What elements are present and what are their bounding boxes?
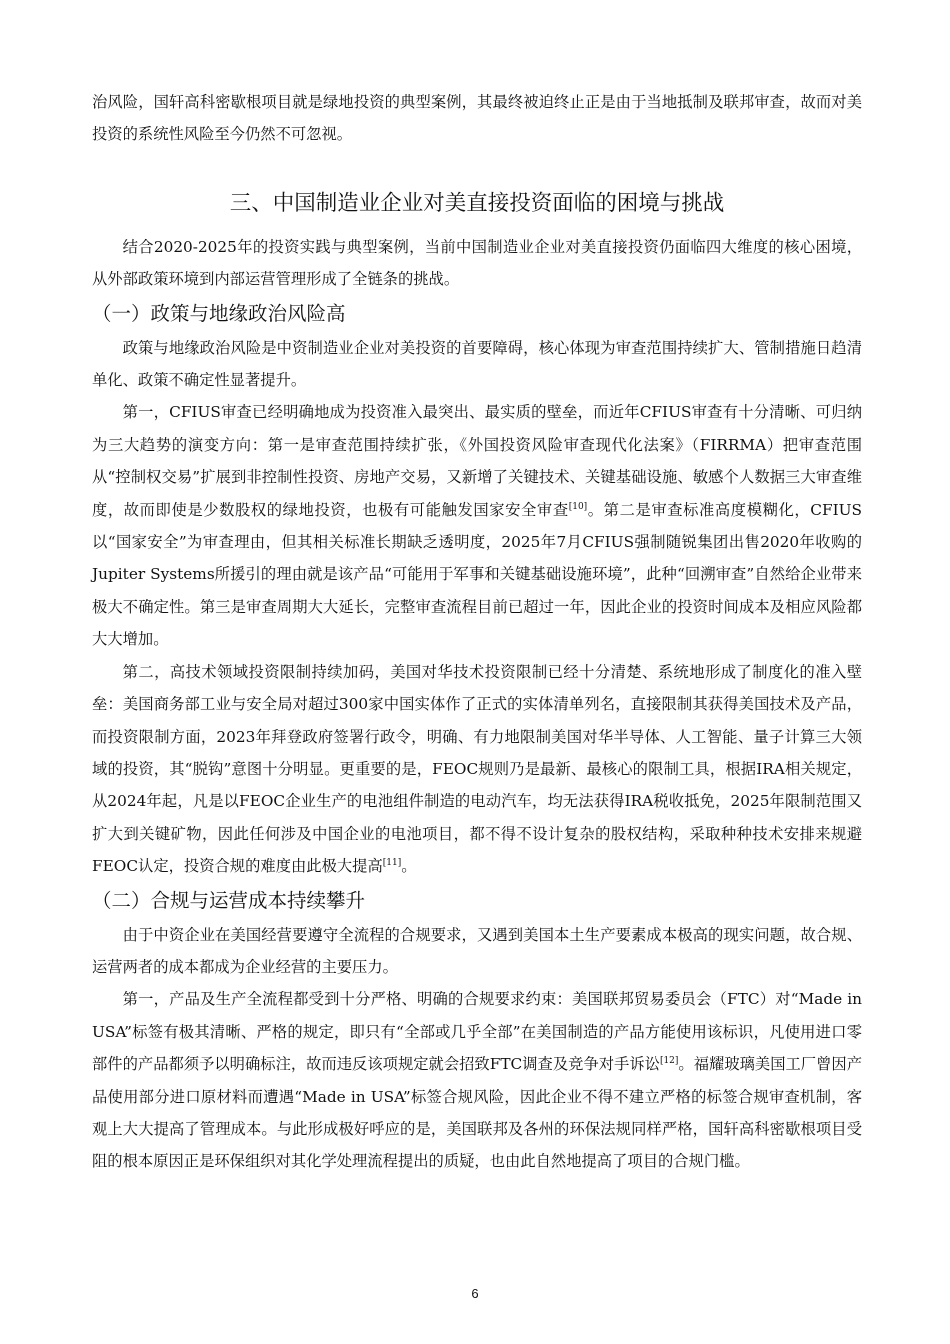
sub2-p2-text-b: 。福耀玻璃美国工厂曾因产品使用部分进口原材料而遭遇“Made in USA”标签合规风险，因此企业不得不建立严格的标签合规审查机制，客观上大大提高了管理成本。与此形成极好呼应的是，美国联邦及各州的环保法规同样严格，国轩高科密歇根项目受阻的根本原因正是环保组织对其化学处理流程提出的质疑，也由此自然地提高了项目的合规门槛。 — [92, 1055, 862, 1171]
sub1-paragraph-2 — [92, 396, 862, 655]
sub1-p2-text-a: 第一，CFIUS审查已经明确地成为投资准入最突出、最实质的壁垒，而近年CFIUS审查有十分清晰、可归纳为三大趋势的演变方向：第一是审查范围持续扩张，《外国投资风险审查现代化法案》（FIRRMA）把审查范围从“控制权交易”扩展到非控制性投资、房地产交易，又新增了关键技术、关键基础设施、敏感个人数据三大审查维度，故而即使是少数股权的绿地投资，也极有可能触发国家安全审查 — [92, 403, 862, 519]
sub2-paragraph-2 — [92, 983, 862, 1177]
citation-11: [11] — [382, 858, 402, 869]
sub2-p2-text-a: 第一，产品及生产全流程都受到十分严格、明确的合规要求约束：美国联邦贸易委员会（FTC）对“Made in USA”标签有极其清晰、严格的规定，即只有“全部或几乎全部”在美国制造的产品方能使用该标识，凡使用进口零部件的产品都须予以明确标注，故而违反该项规定就会招致FTC调查及竞争对手诉讼 — [92, 990, 862, 1074]
sub1-p3-text-a: 第二，高技术领域投资限制持续加码，美国对华技术投资限制已经十分清楚、系统地形成了制度化的准入壁垒：美国商务部工业与安全局对超过300家中国实体作了正式的实体清单列名，直接限制其获得美国技术及产品，而投资限制方面，2023年拜登政府签署行政令，明确、有力地限制美国对华半导体、人工智能、量子计算三大领域的投资，其“脱钩”意图十分明显。更重要的是，FEOC规则乃是最新、最核心的限制工具，根据IRA相关规定，从2024年起，凡是以FEOC企业生产的电池组件制造的电动汽车，均无法获得IRA税收抵免，2025年限制范围又扩大到关键矿物，因此任何涉及中国企业的电池项目，都不得不设计复杂的股权结构，采取种种技术安排来规避FEOC认定，投资合规的难度由此极大提高 — [92, 662, 862, 876]
citation-10: [10] — [568, 501, 588, 512]
sub1-paragraph-3 — [92, 656, 862, 883]
subsection-heading-1: （一）政策与地缘政治风险高 — [92, 301, 346, 325]
section-title: 三、中国制造业企业对美直接投资面临的困境与挑战 — [229, 190, 725, 216]
sub1-p3-text-b: 。 — [401, 857, 417, 876]
sub1-paragraph-1: 政策与地缘政治风险是中资制造业企业对美投资的首要障碍，核心体现为审查范围持续扩大、管制措施日趋清单化、政策不确定性显著提升。 — [92, 338, 862, 390]
subsection-heading-2: （二）合规与运营成本持续攀升 — [92, 888, 366, 912]
sub1-p2-text-b: 。第二是审查标准高度模糊化，CFIUS以“国家安全”为审查理由，但其相关标准长期缺乏透明度，2025年7月CFIUS强制随锐集团出售2020年收购的Jupiter Systems所援引的理由就是该产品“可能用于军事和关键基础设施环境”，此种“回溯审查”自然给企业带来极大不确定性。第三是审查周期大大延长，完整审查流程目前已超过一年，因此企业的投资时间成本及相应风险都大大增加。 — [92, 500, 862, 649]
sub2-paragraph-1: 由于中资企业在美国经营要遵守全流程的合规要求，又遇到美国本土生产要素成本极高的现实问题，故合规、运营两者的成本都成为企业经营的主要压力。 — [92, 925, 862, 976]
page-number: 6 — [471, 1286, 479, 1301]
citation-12: [12] — [659, 1056, 679, 1067]
document-body — [92, 86, 862, 1178]
paragraph-continued: 治风险，国轩高科密歇根项目就是绿地投资的典型案例，其最终被迫终止正是由于当地抵制及联邦审查，故而对美投资的系统性风险至今仍然不可忽视。 — [92, 93, 862, 144]
section-intro: 结合2020-2025年的投资实践与典型案例，当前中国制造业企业对美直接投资仍面临四大维度的核心困境，从外部政策环境到内部运营管理形成了全链条的挑战。 — [92, 237, 862, 289]
